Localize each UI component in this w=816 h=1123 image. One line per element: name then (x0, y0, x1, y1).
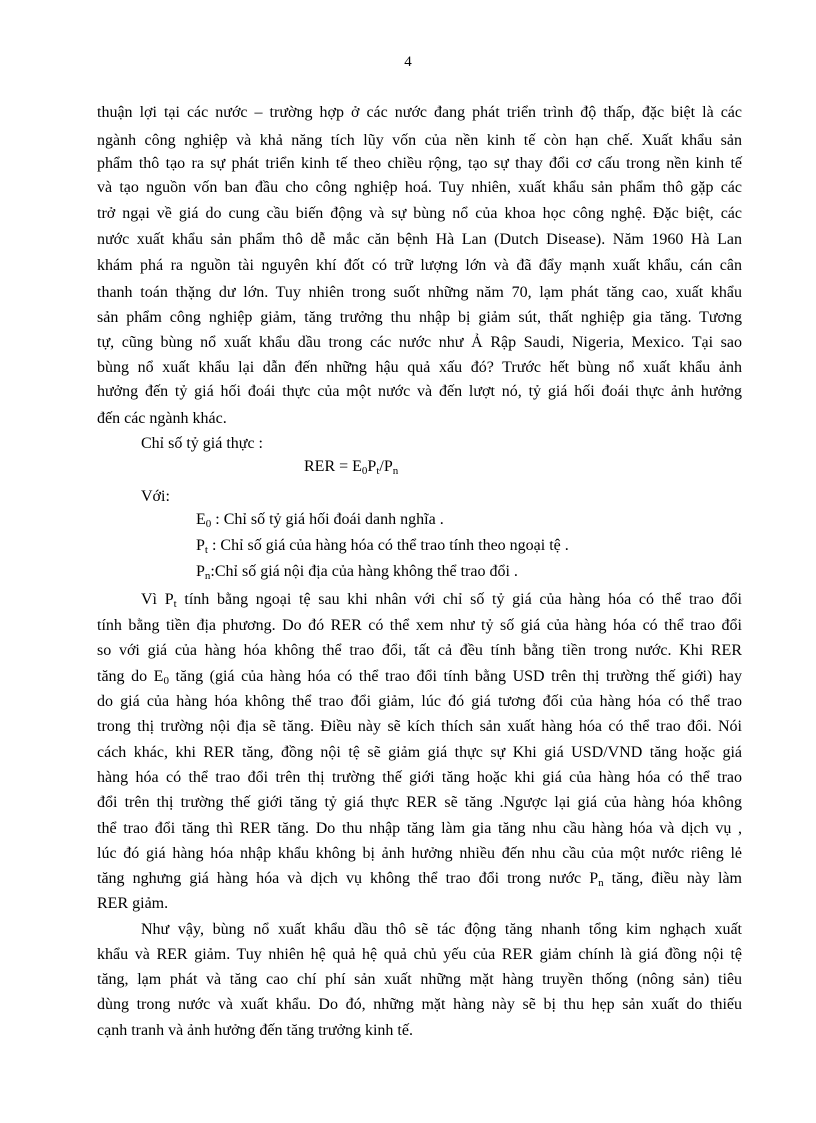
text-line: và tạo nguồn vốn ban đầu cho công nghiệp hoá. Tuy nhiên, xuất khẩu sản phẩm thô gặp các (97, 179, 742, 196)
text-line: đến các ngành khác. (97, 410, 227, 427)
text-line: hưởng đến tỷ giá hối đoái thực của một nước và đến lượt nó, tỷ giá hối đoái thực ảnh hưởng (97, 383, 742, 400)
with-label: Với: (141, 488, 170, 505)
text-line: tăng do $E_0$ tăng (giá của hàng hóa có thể trao đổi tính bằng USD trên thị trường thế giới) hay (97, 668, 743, 687)
text-line: ngành công nghiệp và khả năng tích lũy vốn của nền kinh tế còn hạn chế. Xuất khẩu sản (97, 132, 742, 149)
text-line: nước xuất khẩu sản phẩm thô dễ mắc căn bệnh Hà Lan (Dutch Disease). Năm 1960 Hà Lan (97, 231, 742, 248)
rer-intro: Chỉ số tỷ giá thực : (141, 435, 263, 452)
text-line: khám phá ra nguồn tài nguyên khí đốt có trữ lượng lớn và đã đẩy mạnh xuất khẩu, cán cân (97, 257, 742, 274)
text-line: dùng trong nước và xuất khẩu. Do đó, những mặt hàng này sẽ bị thu hẹp sản xuất do thiếu (97, 996, 742, 1013)
text-line: hàng hóa có thể trao đổi trên thị trường thế giới tăng hoặc khi giá của hàng hóa có thể trao (97, 769, 742, 786)
text-line: thể trao đổi tăng thì RER tăng. Do thu nhập tăng làm gia tăng nhu cầu hàng hóa và dịch vụ , (97, 820, 742, 837)
text-line: đổi trên thị trường thế giới tăng tỷ giá thực RER sẽ tăng .Ngược lại giá của hàng hóa không (97, 794, 742, 811)
text-line: RER giảm. (97, 895, 169, 912)
text-line: tính bằng tiền địa phương. Do đó RER có thể xem như tỷ số giá của hàng hóa có thể trao đổi (97, 617, 742, 634)
text-line: phẩm thô tạo ra sự phát triển kinh tế theo chiều rộng, tạo sự thay đổi cơ cấu trong nền kinh tế (97, 155, 742, 172)
text-line: thuận lợi tại các nước – trường hợp ở các nước đang phát triển trình độ thấp, đặc biệt là các (97, 104, 742, 121)
rer-formula: RER = $E_0P_t/P_n$ (304, 458, 399, 477)
text-line: trong thị trường nội địa sẽ tăng. Điều này sẽ kích thích sản xuất hàng hóa có thể trao đổi. Nói (97, 718, 742, 735)
definition-pn: $P_n:Chỉ$ số giá nội địa của hàng không thể trao đổi . (196, 563, 518, 582)
text-line: cạnh tranh và ảnh hưởng đến tăng trưởng kinh tế. (97, 1022, 413, 1039)
text-line: thanh toán thặng dư lớn. Tuy nhiên trong suốt những năm 70, lạm phát tăng cao, xuất khẩu (97, 284, 742, 301)
text-line: tăng nghưng giá hàng hóa và dịch vụ không thể trao đổi trong nước $P_n$ tăng, điều này làm (97, 870, 743, 889)
text-line: lúc đó giá hàng hóa nhập khẩu không bị ảnh hưởng nhiều đến nhu cầu của một nước riêng lẻ (97, 845, 742, 862)
text-line: Như vậy, bùng nổ xuất khẩu dầu thô sẽ tác động tăng nhanh tổng kim nghạch xuất (141, 921, 742, 938)
definition-pt: $P_t$ : Chỉ số giá của hàng hóa có thể trao tính theo ngoại tệ . (196, 537, 569, 556)
text-line: tự, cũng bùng nổ xuất khẩu dầu trong các nước như Ả Rập Saudi, Nigeria, Mexico. Tại sao (97, 334, 742, 351)
text-line: so với giá của hàng hóa không thể trao đổi, tất cả đều tính bằng tiền trong nước. Khi RER (97, 642, 742, 659)
text-line: Vì $P_t$ tính bằng ngoại tệ sau khi nhân với chỉ số tỷ giá của hàng hóa có thể trao đổi (141, 591, 742, 610)
text-line: tăng, lạm phát và tăng cao chí phí sản xuất những mặt hàng truyền thống (nông sản) tiêu (97, 971, 742, 988)
definition-e0: $E_0$ : Chỉ số tỷ giá hối đoái danh nghĩa . (196, 511, 444, 530)
text-line: trở ngại về giá do cung cầu biến động và sự bùng nổ của khoa học công nghệ. Đặc biệt, các (97, 205, 742, 222)
text-line: khẩu và RER giảm. Tuy nhiên hệ quả hệ quả chủ yếu của RER giảm chính là giá đồng nội tệ (97, 946, 742, 963)
text-line: do giá của hàng hóa không thể trao đổi giảm, lúc đó giá tương đối của hàng hóa có thể trao (97, 693, 742, 710)
page-number: 4 (404, 54, 412, 70)
text-line: cách khác, khi RER tăng, đồng nội tệ sẽ giảm giá thực sự Khi giá USD/VND tăng hoặc giá (97, 744, 742, 761)
text-line: bùng nổ xuất khẩu lại dẫn đến những hậu quả xấu đó? Trước hết bùng nổ xuất khẩu ảnh (97, 359, 742, 376)
text-line: sản phẩm công nghiệp giảm, tăng trưởng thu nhập bị giảm sút, thất nghiệp gia tăng. Tương (97, 309, 742, 326)
